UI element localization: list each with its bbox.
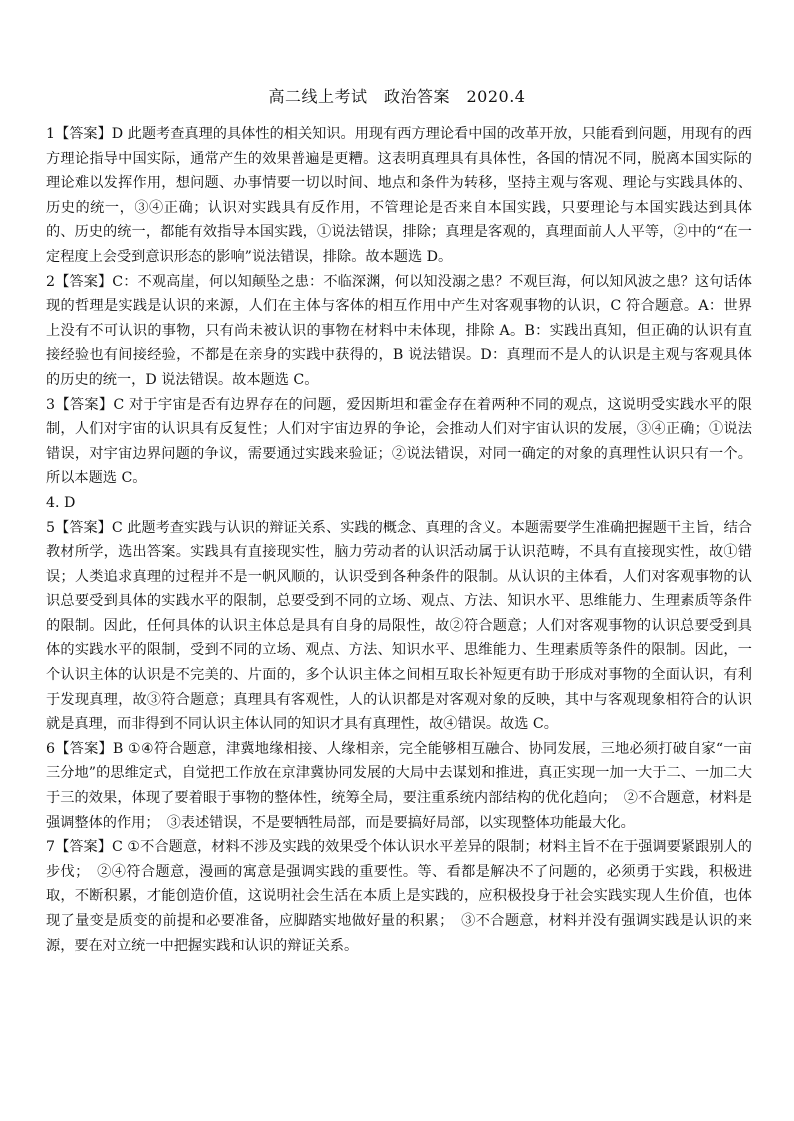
answer-content [46, 122, 752, 958]
answer-item-5: 5【答案】C 此题考查实践与认识的辩证关系、实践的概念、真理的含义。本题需要学生准确把握题干主旨，结合教材所学，选出答案。实践具有直接现实性，脑力劳动者的认识活动属于认识范畴，不具有直接现实性，故①错误；人类追求真理的过程并不是一帆风顺的，认识受到各种条件的限制。从认识的主体看，人们对客观事物的认识总要受到具体的实践水平的限制，总要受到不同的立场、观点、方法、知识水平、思维能力、生理素质等条件的限制。因此，任何具体的认识主体总是具有自身的局限性，故②符合题意；人们对客观事物的认识总要受到具体的实践水平的限制，受到不同的立场、观点、方法、知识水平、思维能力、生理素质等条件的限制。因此，一个认识主体的认识是不完美的、片面的，多个认识主体之间相互取长补短更有助于形成对事物的全面认识，有利于发现真理，故③符合题意；真理具有客观性，人的认识都是对客观对象的反映，其中与客观现象相符合的认识就是真理，而非得到不同认识主体认同的知识才具有真理性，故④错误。故选 C。 [46, 519, 752, 733]
answer-item-6: 6【答案】B ①④符合题意，津冀地缘相接、人缘相亲，完全能够相互融合、协同发展，三地必须打破自家“一亩三分地”的思维定式，自觉把工作放在京津冀协同发展的大局中去谋划和推进，真正实现一加一大于二、一加二大于三的效果，体现了要着眼于事物的整体性，统筹全局，要注重系统内部结构的优化趋向； ②不合题意，材料是强调整体的作用； ③表述错误，不是要牺牲局部，而是要搞好局部，以实现整体功能最大化。 [46, 740, 752, 831]
page-title: 高二线上考试 政治答案 2020.4 [268, 87, 526, 106]
answer-item-2: 2【答案】C：不观高崖，何以知颠坠之患：不临深渊，何以知没溺之患？不观巨海，何以知风波之患？这句话体现的哲理是实践是认识的来源，人们在主体与客体的相互作用中产生对客观事物的认识，C 符合题意。A：世界上没有不可认识的事物，只有尚未被认识的事物在材料中未体现，排除 A。B：实践出真知，但正确的认识有直接经验也有间接经验，不都是在亲身的实践中获得的，B 说法错误。D：真理而不是人的认识是主观与客观具体的历史的统一，D 说法错误。故本题选 C。 [46, 273, 752, 388]
answer-item-3: 3【答案】C 对于宇宙是否有边界存在的问题，爱因斯坦和霍金存在着两种不同的观点，这说明受实践水平的限制，人们对宇宙的认识具有反复性；人们对宇宙边界的争论，会推动人们对宇宙认识的发展，③④正确；①说法错误，对宇宙边界问题的争议，需要通过实践来验证；②说法错误，对同一确定的对象的真理性认识只有一个。所以本题选 C。 [46, 396, 752, 487]
answer-item-4: 4. D [46, 494, 76, 511]
answer-item-7: 7【答案】C ①不合题意，材料不涉及实践的效果受个体认识水平差异的限制；材料主旨不在于强调要紧跟别人的步伐； ②④符合题意，漫画的寓意是强调实践的重要性。等、看都是解决不了问题的，必须勇于实践，积极进取，不断积累，才能创造价值，这说明社会生活在本质上是实践的，应积极投身于社会实践实现人生价值，也体现了量变是质变的前提和必要准备，应脚踏实地做好量的积累； ③不合题意，材料并没有强调实践是认识的来源，要在对立统一中把握实践和认识的辩证关系。 [46, 839, 752, 954]
answer-item-1: 1【答案】D 此题考查真理的具体性的相关知识。用现有西方理论看中国的改革开放，只能看到问题，用现有的西方理论指导中国实际，通常产生的效果普遍是更糟。这表明真理具有具体性，各国的情况不同，脱离本国实际的理论难以发挥作用，想问题、办事情要一切以时间、地点和条件为转移，坚持主观与客观、理论与实践具体的、历史的统一，③④正确；认识对实践具有反作用，不管理论是否来自本国实践，只要理论与本国实践达到具体的、历史的统一，都能有效指导本国实践，①说法错误，排除；真理是客观的，真理面前人人平等，②中的“在一定程度上会受到意识形态的影响”说法错误，排除。故本题选 D。 [46, 126, 752, 265]
